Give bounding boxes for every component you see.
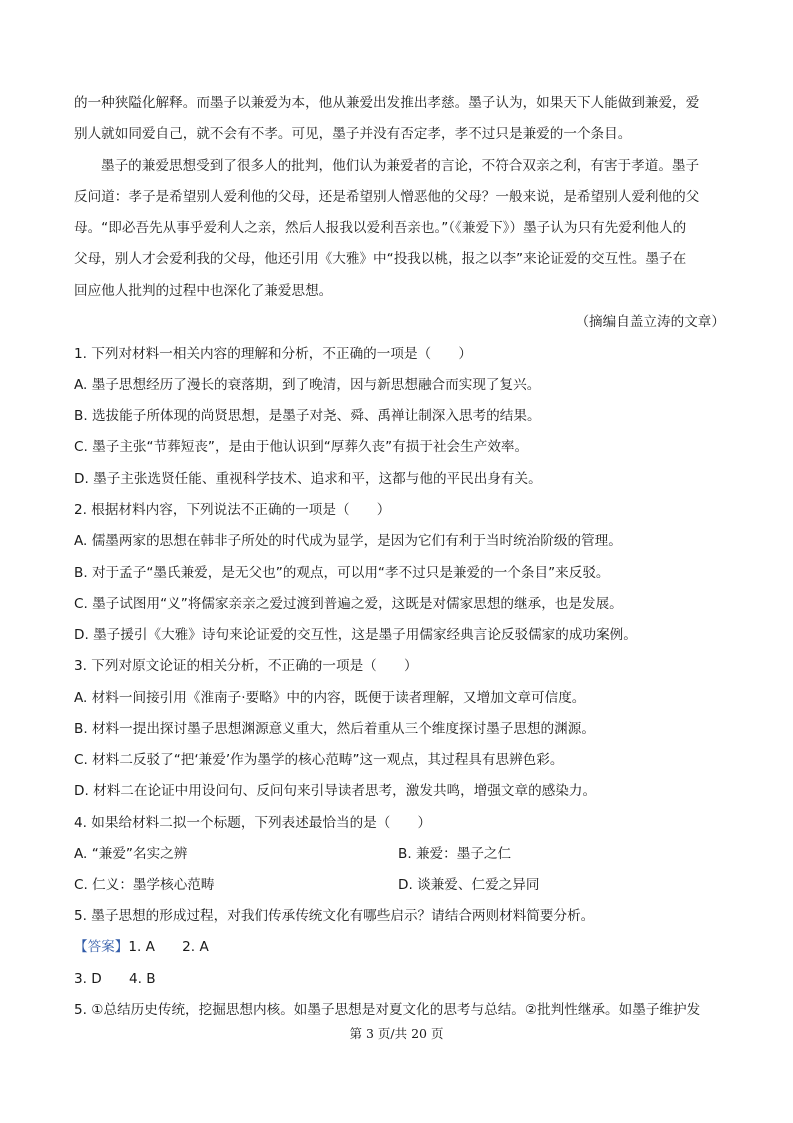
option-b: B. 对于孟子“墨氏兼爱，是无父也”的观点，可以用“孝不过只是兼爱的一个条目”来反驳。 bbox=[74, 565, 610, 581]
option-d: D. 墨子主张选贤任能、重视科学技术、追求和平，这都与他的平民出身有关。 bbox=[74, 471, 542, 487]
passage-line: 父母，别人才会爱利我的父母，他还引用《大雅》中“投我以桃，报之以李”来论证爱的交互性。墨子在 bbox=[74, 251, 687, 267]
option-a: A. 材料一间接引用《淮南子·要略》中的内容，既便于读者理解，又增加文章可信度。 bbox=[74, 690, 586, 706]
question-stem: 3. 下列对原文论证的相关分析，不正确的一项是（ ） bbox=[74, 658, 418, 674]
option-d: D. 谈兼爱、仁爱之异同 bbox=[398, 877, 540, 893]
option-c: C. 仁义：墨学核心范畴 bbox=[74, 877, 215, 893]
option-b: B. 兼爱：墨子之仁 bbox=[398, 846, 512, 862]
option-a: A. 墨子思想经历了漫长的衰落期，到了晚清，因与新思想融合而实现了复兴。 bbox=[74, 377, 541, 393]
option-b: B. 材料一提出探讨墨子思想渊源意义重大，然后着重从三个维度探讨墨子思想的渊源。 bbox=[74, 721, 595, 737]
source-attribution: （摘编自盖立涛的文章） bbox=[575, 314, 725, 330]
answer-tag: 【答案】 bbox=[74, 939, 129, 955]
passage-line: 回应他人批判的过程中也深化了兼爱思想。 bbox=[74, 283, 333, 299]
option-c: C. 墨子试图用“义”将儒家亲亲之爱过渡到普遍之爱，这既是对儒家思想的继承，也是发展。 bbox=[74, 596, 623, 612]
answer-line bbox=[74, 938, 209, 956]
passage-line: 反问道：孝子是希望别人爱利他的父母，还是希望别人憎恶他的父母？一般来说，是希望别人爱利他的父 bbox=[74, 189, 700, 205]
passage-line: 别人就如同爱自己，就不会有不孝。可见，墨子并没有否定孝，孝不过只是兼爱的一个条目。 bbox=[74, 126, 632, 142]
option-b: B. 选拔能子所体现的尚贤思想，是墨子对尧、舜、禹禅让制深入思考的结果。 bbox=[74, 408, 541, 424]
option-d: D. 墨子援引《大雅》诗句来论证爱的交互性，这是墨子用儒家经典言论反驳儒家的成功案例。 bbox=[74, 627, 637, 643]
passage-line: 母。“即必吾先从事乎爱利人之亲，然后人报我以爱利吾亲也。”（《兼爱下》）墨子认为只有先爱利他人的 bbox=[74, 220, 687, 236]
option-c: C. 材料二反驳了“把‘兼爱’作为墨学的核心范畴”这一观点，其过程具有思辨色彩。 bbox=[74, 752, 564, 768]
option-c: C. 墨子主张“节葬短丧”，是由于他认识到“厚葬久丧”有损于社会生产效率。 bbox=[74, 439, 529, 455]
answer-line: 5. ①总结历史传统，挖掘思想内核。如墨子思想是对夏文化的思考与总结。②批判性继承。如墨子维护发 bbox=[74, 1002, 701, 1018]
question-stem: 2. 根据材料内容，下列说法不正确的一项是（ ） bbox=[74, 502, 391, 518]
answer-values: 1. A 2. A bbox=[128, 939, 209, 955]
answer-line: 3. D 4. B bbox=[74, 971, 156, 987]
passage-line: 墨子的兼爱思想受到了很多人的批判，他们认为兼爱者的言论，不符合双亲之利，有害于孝道。墨子 bbox=[101, 158, 700, 174]
option-d: D. 材料二在论证中用设问句、反问句来引导读者思考，激发共鸣，增强文章的感染力。 bbox=[74, 783, 597, 799]
option-a: A. 儒墨两家的思想在韩非子所处的时代成为显学，是因为它们有利于当时统治阶级的管理。 bbox=[74, 533, 622, 549]
question-stem: 1. 下列对材料一相关内容的理解和分析，不正确的一项是（ ） bbox=[74, 346, 472, 362]
page-number: 第 3 页/共 20 页 bbox=[349, 1026, 444, 1041]
question-stem: 4. 如果给材料二拟一个标题，下列表述最恰当的是（ ） bbox=[74, 815, 432, 831]
question-stem: 5. 墨子思想的形成过程，对我们传承传统文化有哪些启示？请结合两则材料简要分析。 bbox=[74, 908, 595, 924]
passage-line: 的一种狭隘化解释。而墨子以兼爱为本，他从兼爱出发推出孝慈。墨子认为，如果天下人能做到兼爱，爱 bbox=[74, 95, 700, 111]
option-a: A. “兼爱”名实之辨 bbox=[74, 846, 188, 862]
